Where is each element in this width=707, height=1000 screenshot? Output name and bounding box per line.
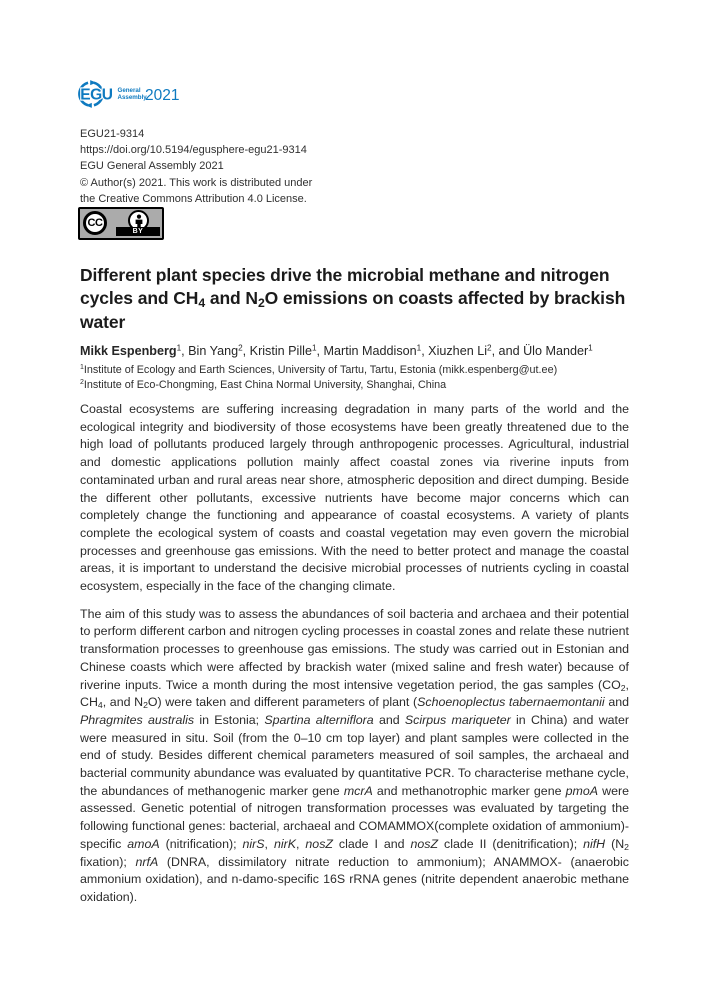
egu-logo-event-line1: General — [117, 87, 141, 95]
abstract-body — [80, 401, 629, 907]
egu-logo-graphic — [77, 80, 183, 108]
cc-by-badge[interactable] — [78, 207, 164, 240]
paper-title: Different plant species drive the microbial methane and nitrogen cycles and $CH_4$ and $N_2O$ emissions on coasts affected by brackish water — [80, 265, 626, 332]
affiliation-2: $^2$Institute of Eco-Chongming, East China Normal University, Shanghai, China — [80, 379, 447, 392]
egu-logo — [77, 80, 183, 113]
author-list: Mikk Espenberg$^1$, Bin Yang$^2$, Kristin Pille$^1$, Martin Maddison$^1$, Xiuzhen Li$^2$, and Ülo Mander$^1$ — [80, 343, 593, 358]
egu-logo-org-text: EGU — [80, 86, 113, 104]
abstract-paragraph-1: Coastal ecosystems are suffering increasing degradation in many parts of the world and the ecological integrity and biodiversity of those ecosystems have been greatly threatened due to the high load of pollutants produced largely through anthropogenic processes. Agricultural, industrial and domestic applications pollution mainly affect coastal zones via riverine inputs from contaminated urban and rural areas near shore, atmospheric deposition and direct dumping. Beside the different other pollutants, excessive nutrients have become major concerns which can completely change the functioning and appearance of coastal ecosystems. A variety of plants complete the ecological system of coasts and coastal vegetation may even govern the microbial processes and greenhouse gas emissions. With the need to better protect and manage the coastal areas, it is important to understand the decisive microbial processes of nutrients cycling in coastal ecosystem, especially in the face of the changing climate. — [80, 402, 629, 594]
abstract-paragraph-2: The aim of this study was to assess the abundances of soil bacteria and archaea and their potential to perform different carbon and nitrogen cycling processes in coastal zones and relate these nutrient transformation processes to greenhouse gas emissions. The study was carried out in Estonian and Chinese coasts which were affected by brackish water (mixed saline and fresh water) because of riverine inputs. Twice a month during the most intensive vegetation period, the gas samples ($CO_2$, $CH_4$, and $N_2O$) were taken and different parameters of plant (Schoenoplectus tabernaemontanii and Phragmites australis in Estonia; Spartina alterniflora and Scirpus mariqueter in China) and water were measured in situ. Soil (from the 0–10 cm top layer) and plant samples were collected in the end of study. Besides different chemical parameters measured of soil samples, the archaeal and bacterial community abundance was evaluated by quantitative PCR. To characterise methane cycle, the abundances of methanogenic marker gene mcrA and methanotrophic marker gene pmoA were assessed. Genetic potential of nitrogen transformation processes was evaluated by targeting the following functional genes: bacterial, archaeal and COMAMMOX(complete oxidation of ammonium)-specific amoA (nitrification); nirS, nirK, nosZ clade I and nosZ clade II (denitrification); nifH ($N_2$ fixation); nrfA (DNRA, dissimilatory nitrate reduction to ammonium); ANAMMOX- (anaerobic ammonium oxidation), and n-damo-specific 16S rRNA genes (nitrite dependent anaerobic methane oxidation). — [80, 606, 630, 904]
by-label: BY — [116, 227, 160, 236]
conference-name: EGU General Assembly 2021 — [80, 160, 224, 173]
abstract-metadata — [80, 126, 312, 207]
affiliation-1: $^1$Institute of Ecology and Earth Sciences, University of Tartu, Tartu, Estonia (mikk.espenberg@ut.ee) — [80, 364, 558, 376]
egu-logo-year-text: 2021 — [145, 86, 180, 104]
copyright-line1: © Author(s) 2021. This work is distributed under — [80, 176, 313, 189]
affiliations — [80, 363, 629, 394]
abstract-id: EGU21-9314 — [80, 128, 145, 140]
copyright-line2: the Creative Commons Attribution 4.0 License. — [80, 192, 307, 205]
egu-logo-event-line2: Assembly — [117, 94, 147, 102]
cc-icon: CC — [83, 211, 107, 235]
doi-link[interactable]: https://doi.org/10.5194/egusphere-egu21-9314 — [80, 144, 307, 157]
